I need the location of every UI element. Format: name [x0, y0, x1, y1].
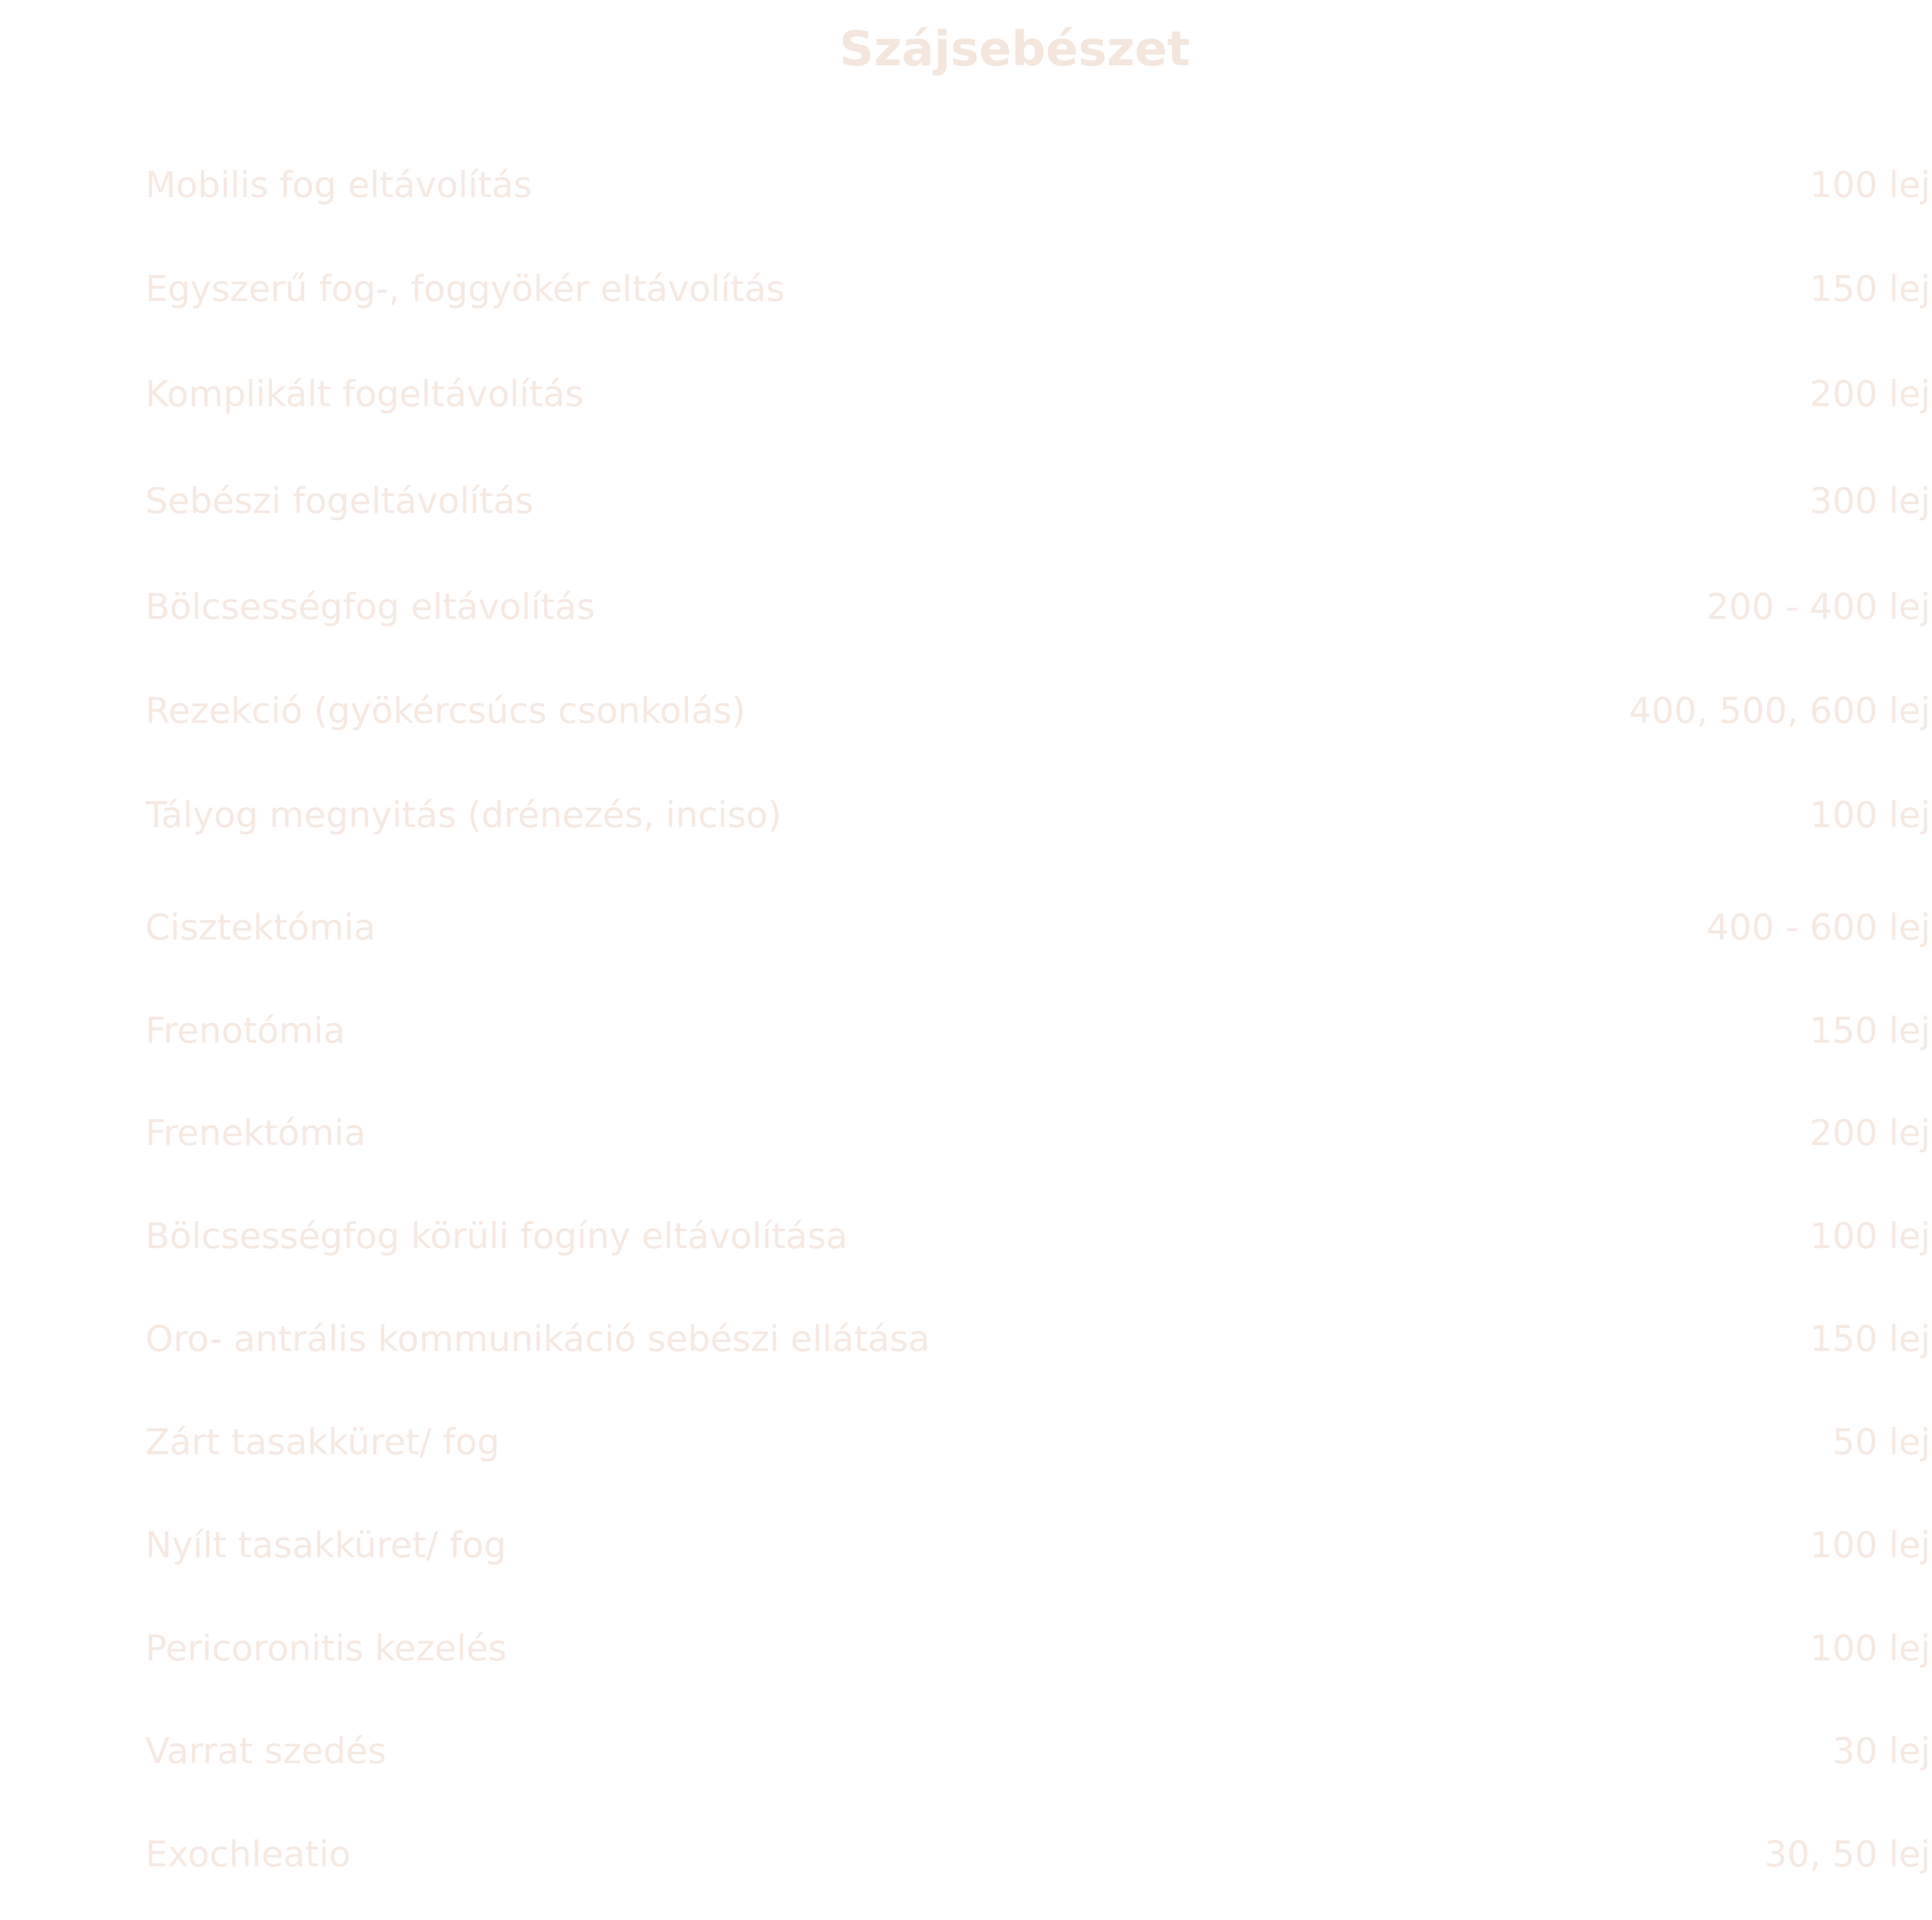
service-name: Sebészi fogeltávolítás — [145, 480, 534, 522]
price-row — [145, 1724, 1930, 1778]
price-row — [145, 1518, 1930, 1572]
price-row — [145, 788, 1930, 842]
service-price: 30, 50 lej — [1764, 1833, 1930, 1875]
price-row — [145, 158, 1930, 212]
price-row — [145, 1415, 1930, 1469]
service-name: Zárt tasakküret/ fog — [145, 1421, 500, 1463]
service-name: Oro- antrális kommunikáció sebészi ellátása — [145, 1318, 930, 1359]
service-name: Nyílt tasakküret/ fog — [145, 1524, 507, 1566]
service-name: Varrat szedés — [145, 1730, 386, 1772]
service-name: Tályog megnyitás (drénezés, inciso) — [145, 794, 782, 836]
service-price: 400 - 600 lej — [1706, 907, 1930, 948]
service-name: Pericoronitis kezelés — [145, 1628, 507, 1669]
service-price: 150 lej — [1810, 268, 1930, 309]
price-row — [145, 1312, 1930, 1366]
service-name: Mobilis fog eltávolítás — [145, 164, 532, 206]
price-row — [145, 1621, 1930, 1675]
price-row — [145, 684, 1930, 738]
service-price: 150 lej — [1810, 1010, 1930, 1051]
service-price: 100 lej — [1810, 1524, 1930, 1566]
service-price: 30 lej — [1832, 1730, 1930, 1772]
page-title: Szájsebészet — [839, 21, 1190, 77]
service-price: 150 lej — [1810, 1318, 1930, 1359]
service-price: 100 lej — [1810, 1215, 1930, 1257]
service-name: Komplikált fogeltávolítás — [145, 373, 584, 415]
price-row — [145, 1209, 1930, 1263]
price-row — [145, 474, 1930, 528]
price-row — [145, 580, 1930, 634]
service-name: Exochleatio — [145, 1833, 351, 1875]
service-price: 50 lej — [1832, 1421, 1930, 1463]
price-row — [145, 1827, 1930, 1881]
service-price: 400, 500, 600 lej — [1629, 690, 1930, 731]
service-name: Rezekció (gyökércsúcs csonkolás) — [145, 690, 746, 731]
service-name: Egyszerű fog-, foggyökér eltávolítás — [145, 268, 785, 309]
price-row — [145, 367, 1930, 421]
service-name: Frenotómia — [145, 1010, 345, 1051]
service-name: Bölcsességfog körüli fogíny eltávolítása — [145, 1215, 848, 1257]
service-price: 200 - 400 lej — [1706, 586, 1930, 627]
service-price: 100 lej — [1810, 1628, 1930, 1669]
price-row — [145, 1004, 1930, 1058]
price-row — [145, 901, 1930, 955]
price-row — [145, 1106, 1930, 1160]
service-name: Cisztektómia — [145, 907, 376, 948]
service-price: 100 lej — [1810, 164, 1930, 206]
price-row — [145, 262, 1930, 316]
service-price: 100 lej — [1810, 794, 1930, 836]
service-name: Frenektómia — [145, 1112, 366, 1154]
service-price: 200 lej — [1810, 1112, 1930, 1154]
price-list — [145, 0, 1930, 1920]
service-price: 300 lej — [1810, 480, 1930, 522]
service-price: 200 lej — [1810, 373, 1930, 415]
service-name: Bölcsességfog eltávolítás — [145, 586, 595, 627]
